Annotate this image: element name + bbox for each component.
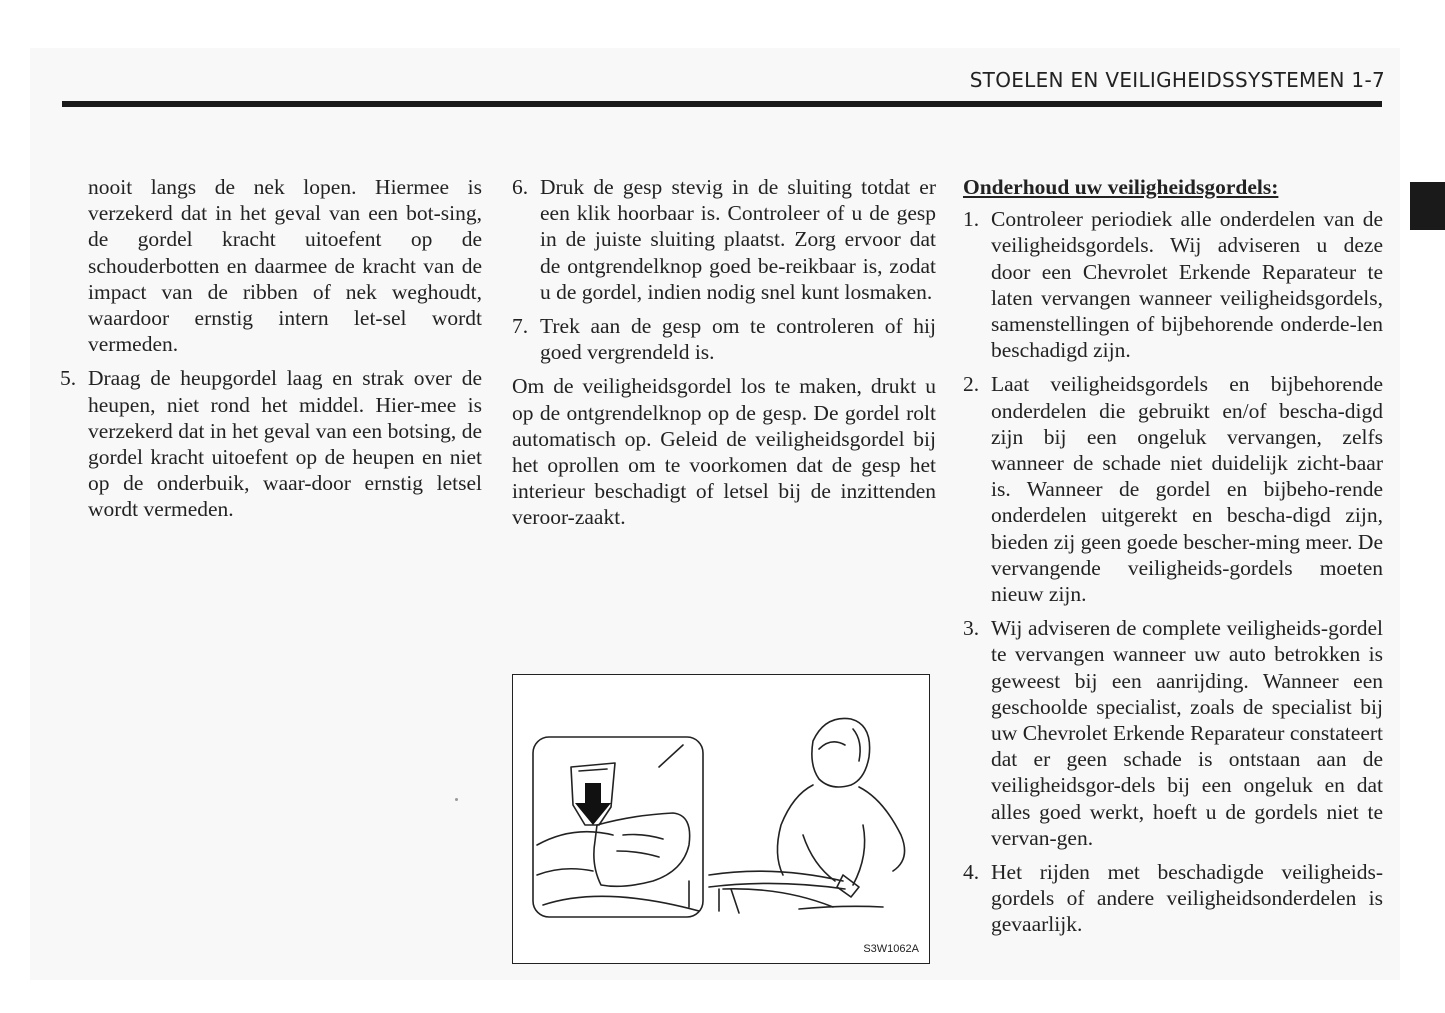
list-number: 7. (512, 314, 529, 339)
list-number: 2. (963, 372, 980, 397)
list-text: Het rijden met beschadigde veiligheids-gordels of andere veiligheidsonderdelen is gevaarlijk. (991, 860, 1383, 937)
list-text: Controleer periodiek alle onderdelen van de veiligheidsgordels. Wij adviseren u deze door een Chevrolet Erkende Reparateur te laten vervangen wanneer veiligheidsgordels, samenstellingen of bijbehorende onderde-len beschadigd zijn. (991, 207, 1383, 363)
release-paragraph: Om de veiligheidsgordel los te maken, drukt u op de ontgrendelknop op de gesp. De gordel rolt automatisch op. Geleid de veiligheidsgordel bij het oprollen om te voorkomen dat de gesp het interieur beschadigt of letsel bij de inzittenden veroor-zaakt. (512, 374, 936, 530)
figure-code: S3W1062A (863, 943, 919, 955)
column-3 (963, 174, 1383, 946)
list-number: 5. (60, 366, 77, 391)
list-item-2 (963, 371, 1383, 607)
page-header-title: STOELEN EN VEILIGHEIDSSYSTEMEN 1-7 (969, 68, 1385, 92)
continuation-paragraph: nooit langs de nek lopen. Hiermee is verzekerd dat in het geval van een bot-sing, de gordel kracht uitoefent op de schouderbotten en daarmee de kracht van de impact van de ribben of nek weghoudt, waardoor ernstig intern let-sel wordt vermeden. (88, 175, 482, 357)
list-number: 6. (512, 175, 529, 199)
column-2 (512, 174, 936, 531)
list-number: 3. (963, 616, 980, 641)
list-number: 4. (963, 860, 980, 885)
header-rule (62, 101, 1382, 107)
list-number: 1. (963, 207, 980, 232)
print-speck (455, 798, 458, 801)
list-item-6 (512, 174, 936, 305)
list-text: Druk de gesp stevig in de sluiting totdat er een klik hoorbaar is. Controleer of u de gesp in de juiste sluiting plaatst. Zorg ervoor dat de ontgrendelknop goed be-reikbaar is, zodat u de gordel, indien nodig snel kunt losmaken. (540, 175, 936, 304)
list-item-1 (963, 206, 1383, 363)
list-text: Draag de heupgordel laag en strak over de heupen, niet rond het middel. Hier-mee is verzekerd dat in het geval van een botsing, de gordel kracht uitoefent op de heupen en niet op de onderbuik, waar-door ernstig letsel wordt vermeden. (88, 366, 482, 522)
column-1 (60, 174, 482, 531)
list-item-3 (963, 615, 1383, 851)
list-item-7 (512, 313, 936, 365)
list-text: Trek aan de gesp om te controleren of hij goed vergrendeld is. (540, 314, 936, 365)
list-text: Wij adviseren de complete veiligheids-gordel te vervangen wanneer uw auto betrokken is geweest bij een aanrijding. Wanneer een geschoolde specialist, zoals de specialist bij uw Chevrolet Erkende Reparateur constateert dat er geen schade is ontstaan aan de veiligheidsgor-dels bij een ongeluk en dat alles goed werkt, hoeft u de gordels niet te vervan-gen. (991, 616, 1383, 850)
list-item-4 (963, 859, 1383, 938)
illustration-drawing (513, 675, 929, 963)
section-tab-marker (1410, 182, 1445, 230)
section-title: Onderhoud uw veiligheidsgordels: (963, 175, 1279, 199)
list-text: Laat veiligheidsgordels en bijbehorende onderdelen die gebruikt en/of bescha-digd zijn bij een ongeluk vervangen, zelfs wanneer de schade niet duidelijk zicht-baar is. Wanneer de gordel en bijbeho-rende onderdelen uitgerekt en bescha-digd zijn, bieden zij geen goede bescher-ming meer. De vervangende veiligheids-gordels moeten nieuw zijn. (991, 372, 1383, 607)
list-item-5 (60, 365, 482, 522)
seatbelt-illustration (512, 674, 930, 964)
